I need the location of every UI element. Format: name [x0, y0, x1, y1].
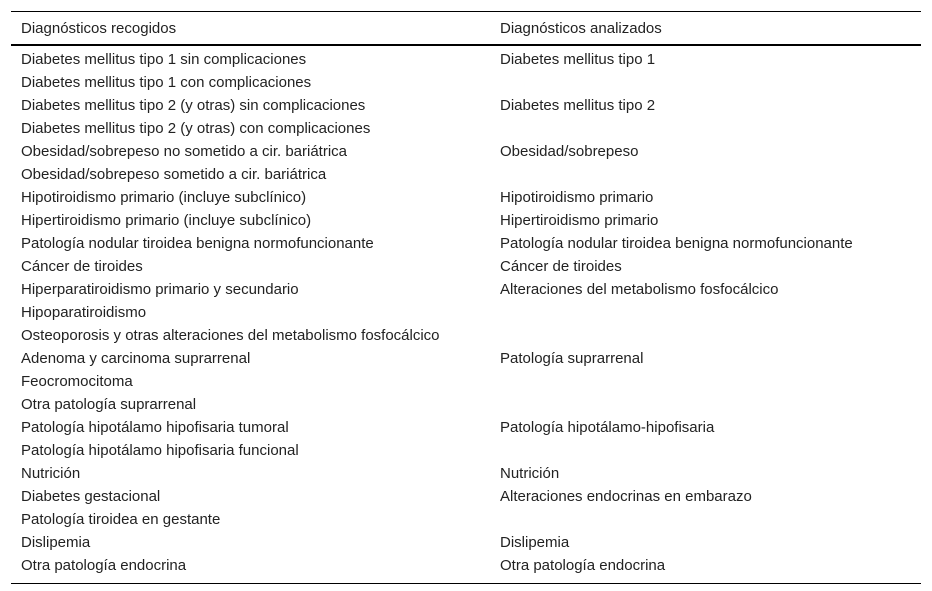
- table-row: [11, 209, 921, 232]
- collected-diagnosis-cell: Cáncer de tiroides: [21, 258, 143, 275]
- table-row: [11, 71, 921, 94]
- table-row: [11, 48, 921, 71]
- table-row: [11, 439, 921, 462]
- header-analyzed-diagnoses: Diagnósticos analizados: [500, 19, 662, 37]
- analyzed-diagnosis-cell: Obesidad/sobrepeso: [500, 143, 639, 160]
- analyzed-diagnosis-cell: Cáncer de tiroides: [500, 258, 622, 275]
- collected-diagnosis-cell: Diabetes gestacional: [21, 488, 161, 505]
- table-row: [11, 347, 921, 370]
- table-row: [11, 186, 921, 209]
- table-row: [11, 416, 921, 439]
- collected-diagnosis-cell: Nutrición: [21, 465, 81, 482]
- analyzed-diagnosis-cell: Patología hipotálamo-hipofisaria: [500, 419, 715, 436]
- analyzed-diagnosis-cell: Nutrición: [500, 465, 560, 482]
- collected-diagnosis-cell: Diabetes mellitus tipo 1 sin complicaciones: [21, 51, 307, 68]
- collected-diagnosis-cell: Obesidad/sobrepeso sometido a cir. bariátrica: [21, 166, 327, 183]
- collected-diagnosis-cell: Hipotiroidismo primario (incluye subclínico): [21, 189, 307, 206]
- collected-diagnosis-cell: Osteoporosis y otras alteraciones del metabolismo fosfocálcico: [21, 327, 440, 344]
- analyzed-diagnosis-cell: Hipertiroidismo primario: [500, 212, 659, 229]
- table-row: [11, 393, 921, 416]
- table-row: [11, 163, 921, 186]
- collected-diagnosis-cell: Obesidad/sobrepeso no sometido a cir. bariátrica: [21, 143, 348, 160]
- table-row: [11, 232, 921, 255]
- analyzed-diagnosis-cell: Alteraciones del metabolismo fosfocálcico: [500, 281, 779, 298]
- collected-diagnosis-cell: Hiperparatiroidismo primario y secundario: [21, 281, 299, 298]
- collected-diagnosis-cell: Patología nodular tiroidea benigna normofuncionante: [21, 235, 374, 252]
- collected-diagnosis-cell: Diabetes mellitus tipo 1 con complicaciones: [21, 74, 312, 91]
- analyzed-diagnosis-cell: Alteraciones endocrinas en embarazo: [500, 488, 752, 505]
- analyzed-diagnosis-cell: Diabetes mellitus tipo 2: [500, 97, 656, 114]
- analyzed-diagnosis-cell: Diabetes mellitus tipo 1: [500, 51, 656, 68]
- table-body: [11, 46, 921, 583]
- table-row: [11, 370, 921, 393]
- collected-diagnosis-cell: Hipertiroidismo primario (incluye subclínico): [21, 212, 312, 229]
- table-row: [11, 462, 921, 485]
- table-row: [11, 554, 921, 577]
- table-row: [11, 94, 921, 117]
- table-header: [11, 12, 921, 46]
- table-row: [11, 508, 921, 531]
- diagnoses-table: [11, 11, 921, 584]
- analyzed-diagnosis-cell: Dislipemia: [500, 534, 570, 551]
- table-row: [11, 301, 921, 324]
- table-row: [11, 117, 921, 140]
- collected-diagnosis-cell: Diabetes mellitus tipo 2 (y otras) sin complicaciones: [21, 97, 366, 114]
- collected-diagnosis-cell: Adenoma y carcinoma suprarrenal: [21, 350, 251, 367]
- header-collected-diagnoses: Diagnósticos recogidos: [21, 19, 177, 37]
- table-row: [11, 255, 921, 278]
- table-row: [11, 140, 921, 163]
- analyzed-diagnosis-cell: Patología suprarrenal: [500, 350, 644, 367]
- collected-diagnosis-cell: Diabetes mellitus tipo 2 (y otras) con complicaciones: [21, 120, 371, 137]
- collected-diagnosis-cell: Otra patología suprarrenal: [21, 396, 197, 413]
- collected-diagnosis-cell: Dislipemia: [21, 534, 91, 551]
- collected-diagnosis-cell: Patología hipotálamo hipofisaria funcional: [21, 442, 299, 459]
- collected-diagnosis-cell: Otra patología endocrina: [21, 557, 187, 574]
- collected-diagnosis-cell: Hipoparatiroidismo: [21, 304, 147, 321]
- table-row: [11, 324, 921, 347]
- collected-diagnosis-cell: Patología tiroidea en gestante: [21, 511, 221, 528]
- analyzed-diagnosis-cell: Hipotiroidismo primario: [500, 189, 654, 206]
- table-row: [11, 278, 921, 301]
- table-row: [11, 485, 921, 508]
- collected-diagnosis-cell: Feocromocitoma: [21, 373, 133, 390]
- collected-diagnosis-cell: Patología hipotálamo hipofisaria tumoral: [21, 419, 289, 436]
- table-row: [11, 531, 921, 554]
- analyzed-diagnosis-cell: Otra patología endocrina: [500, 557, 666, 574]
- analyzed-diagnosis-cell: Patología nodular tiroidea benigna normofuncionante: [500, 235, 853, 252]
